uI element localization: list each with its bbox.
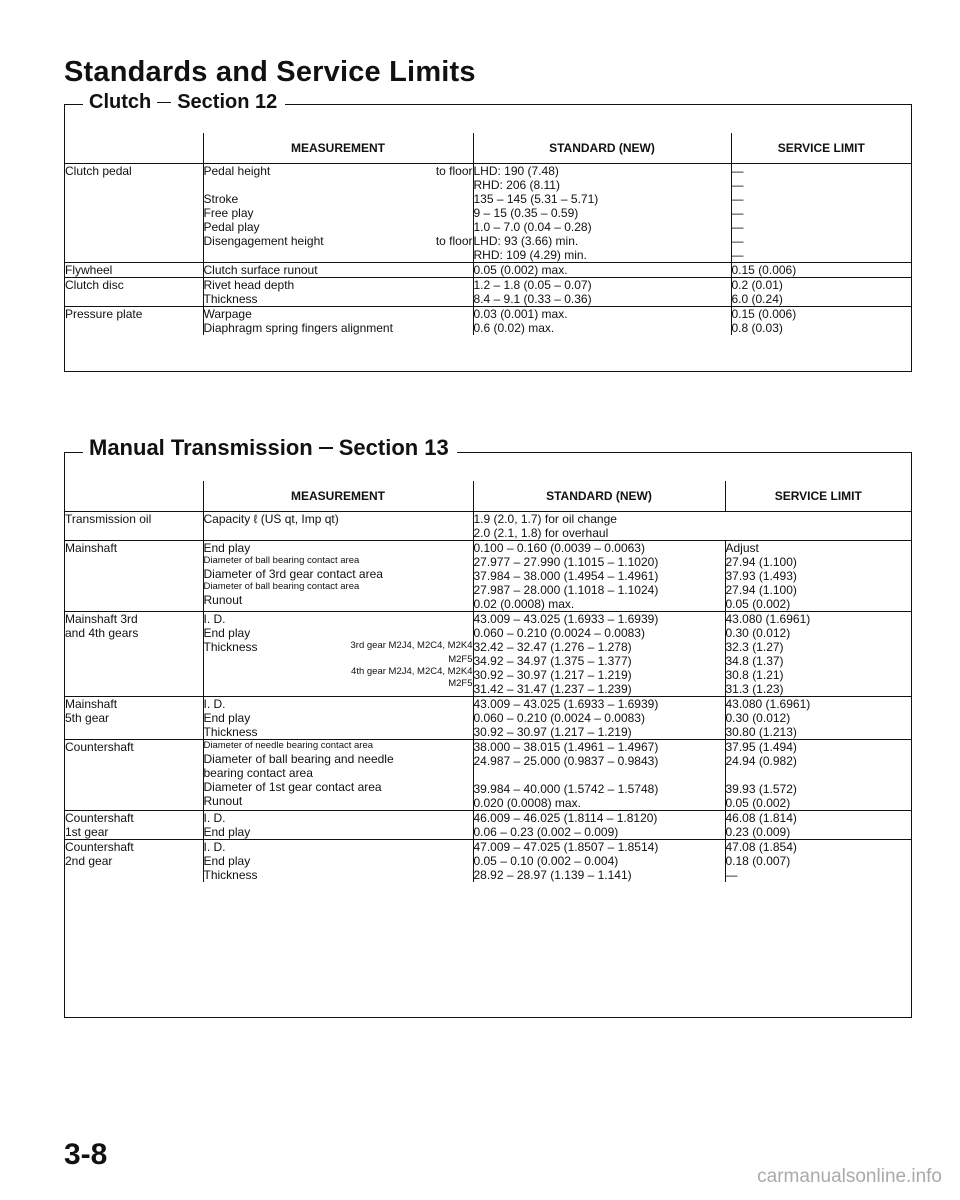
service-limit-value: 0.05 (0.002)	[725, 597, 791, 611]
part-name-line: Flywheel	[65, 263, 113, 277]
service-limit-cell	[725, 541, 911, 612]
standard-value: 0.060 – 0.210 (0.0024 – 0.0083)	[473, 626, 645, 640]
standard-value: 0.05 (0.002) max.	[473, 263, 568, 277]
part-name-line: Mainshaft 3rd	[65, 612, 138, 626]
standard-value: 46.009 – 46.025 (1.8114 – 1.8120)	[473, 811, 658, 825]
measurement-cell	[203, 307, 473, 336]
service-limit-value: 0.15 (0.006)	[731, 307, 797, 321]
header-blank	[65, 481, 203, 512]
standard-value: 27.977 – 27.990 (1.1015 – 1.1020)	[473, 555, 659, 569]
standard-value: 43.009 – 43.025 (1.6933 – 1.6939)	[473, 612, 659, 626]
service-limit-value: 46.08 (1.814)	[725, 811, 797, 825]
page-title: Standards and Service Limits	[64, 56, 476, 88]
service-limit-value: 0.05 (0.002)	[725, 796, 791, 810]
table-row	[65, 278, 911, 307]
measurement-line: Thickness	[203, 868, 258, 882]
measurement-cell	[203, 612, 473, 697]
standard-value: 28.92 – 28.97 (1.139 – 1.141)	[473, 868, 632, 882]
service-limit-value: 37.93 (1.493)	[725, 569, 797, 583]
measurement-cell	[203, 811, 473, 840]
part-name-line: 5th gear	[65, 711, 110, 725]
measurement-line: End play	[203, 825, 251, 839]
standard-value: 0.05 – 0.10 (0.002 – 0.004)	[473, 854, 619, 868]
table-row	[65, 541, 911, 612]
standard-cell	[473, 840, 725, 883]
measurement-cell	[203, 740, 473, 811]
heading-dash	[157, 102, 171, 104]
standard-value: RHD: 109 (4.29) min.	[473, 248, 587, 262]
service-limit-value: 43.080 (1.6961)	[725, 612, 811, 626]
part-name	[65, 612, 203, 697]
measurement-cell	[203, 697, 473, 740]
manual-section-name: Manual Transmission	[89, 435, 313, 460]
manual-section-heading	[83, 435, 457, 461]
standard-value: 0.020 (0.0008) max.	[473, 796, 581, 810]
standard-value: 9 – 15 (0.35 – 0.59)	[473, 206, 579, 220]
measurement-line: Diameter of ball bearing and needle	[203, 752, 394, 766]
measurement-line: Diameter of ball bearing contact area	[203, 555, 360, 566]
service-limit-value: 0.30 (0.012)	[725, 626, 791, 640]
standard-value: 43.009 – 43.025 (1.6933 – 1.6939)	[473, 697, 659, 711]
standard-cell	[473, 263, 731, 278]
standard-cell	[473, 164, 731, 263]
clutch-section-heading	[83, 91, 285, 114]
standard-value: LHD: 93 (3.66) min.	[473, 234, 579, 248]
measurement-line: Clutch surface runout	[203, 263, 318, 277]
measurement-line: Rivet head depth	[203, 278, 295, 292]
standard-value: 47.009 – 47.025 (1.8507 – 1.8514)	[473, 840, 659, 854]
part-name	[65, 263, 203, 278]
service-limit-cell	[725, 612, 911, 697]
standard-cell	[473, 740, 725, 811]
service-limit-value: 32.3 (1.27)	[725, 640, 784, 654]
service-limit-value: —	[731, 206, 744, 220]
measurement-line: bearing contact area	[203, 766, 313, 780]
service-limit-value: 0.30 (0.012)	[725, 711, 791, 725]
service-limit-value: 24.94 (0.982)	[725, 754, 797, 768]
manual-spec-table	[65, 481, 911, 882]
column-header: MEASUREMENT	[203, 481, 473, 512]
service-limit-value: —	[731, 164, 744, 178]
standard-value: LHD: 190 (7.48)	[473, 164, 559, 178]
standard-value: 1.2 – 1.8 (0.05 – 0.07)	[473, 278, 592, 292]
measurement-cell	[203, 164, 473, 263]
measurement-label: Thickness	[203, 640, 258, 654]
standard-value: 135 – 145 (5.31 – 5.71)	[473, 192, 599, 206]
part-name-line: Countershaft	[65, 811, 134, 825]
measurement-line: Stroke	[203, 192, 239, 206]
part-name	[65, 541, 203, 612]
service-limit-value: 30.8 (1.21)	[725, 668, 784, 682]
part-name-line: Mainshaft	[65, 697, 118, 711]
service-limit-value: 0.2 (0.01)	[731, 278, 783, 292]
measurement-line: Diameter of 1st gear contact area	[203, 780, 382, 794]
standard-value: 1.0 – 7.0 (0.04 – 0.28)	[473, 220, 592, 234]
standard-cell	[473, 512, 911, 541]
measurement-cell	[203, 840, 473, 883]
part-name	[65, 697, 203, 740]
table-row	[65, 840, 911, 883]
service-limit-value: 27.94 (1.100)	[725, 555, 797, 569]
service-limit-cell	[725, 697, 911, 740]
standard-value: 34.92 – 34.97 (1.375 – 1.377)	[473, 654, 632, 668]
service-limit-value: 37.95 (1.494)	[725, 740, 797, 754]
service-limit-value: 0.15 (0.006)	[731, 263, 797, 277]
header-blank	[65, 133, 203, 164]
measurement-line: End play	[203, 711, 251, 725]
service-limit-value: —	[725, 868, 738, 882]
service-limit-cell	[725, 740, 911, 811]
standard-value: 2.0 (2.1, 1.8) for overhaul	[473, 526, 609, 540]
part-name-line: Clutch disc	[65, 278, 124, 292]
part-name-line: Mainshaft	[65, 541, 118, 555]
column-header: SERVICE LIMIT	[725, 481, 911, 512]
standard-value: 0.03 (0.001) max.	[473, 307, 568, 321]
part-name	[65, 840, 203, 883]
measurement-line	[204, 164, 473, 178]
service-limit-cell	[731, 263, 911, 278]
service-limit-value: —	[731, 248, 744, 262]
measurement-line: Warpage	[203, 307, 252, 321]
part-name-line: Transmission oil	[65, 512, 152, 526]
measurement-line	[204, 234, 473, 248]
measurement-line: Thickness	[203, 292, 258, 306]
standard-value: RHD: 206 (8.11)	[473, 178, 560, 192]
measurement-label: Pedal height	[203, 164, 271, 178]
measurement-line: End play	[203, 854, 251, 868]
measurement-variant: 3rd gear M2J4, M2C4, M2K4	[350, 640, 473, 651]
measurement-line: I. D.	[203, 811, 226, 825]
standard-value: 0.06 – 0.23 (0.002 – 0.009)	[473, 825, 619, 839]
measurement-line: 4th gear M2J4, M2C4, M2K4	[351, 666, 473, 677]
standard-value: 38.000 – 38.015 (1.4961 – 1.4967)	[473, 740, 659, 754]
measurement-cell	[203, 541, 473, 612]
watermark: carmanualsonline.info	[757, 1166, 942, 1187]
service-limit-value: Adjust	[725, 541, 759, 555]
measurement-line: Capacity ℓ (US qt, Imp qt)	[203, 512, 339, 526]
measurement-line: End play	[203, 626, 251, 640]
service-limit-value: 0.23 (0.009)	[725, 825, 791, 839]
standard-cell	[473, 541, 725, 612]
measurement-line: Diaphragm spring fingers alignment	[203, 321, 393, 335]
measurement-cell	[203, 512, 473, 541]
standard-value: 27.987 – 28.000 (1.1018 – 1.1024)	[473, 583, 659, 597]
part-name	[65, 811, 203, 840]
measurement-line: Diameter of ball bearing contact area	[203, 581, 360, 592]
standard-value: 30.92 – 30.97 (1.217 – 1.219)	[473, 725, 632, 739]
clutch-spec-table	[65, 133, 911, 335]
standard-value: 0.6 (0.02) max.	[473, 321, 555, 335]
standard-value: 0.02 (0.0008) max.	[473, 597, 575, 611]
standard-cell	[473, 307, 731, 336]
manual-section-number: Section 13	[338, 435, 449, 460]
table-row	[65, 263, 911, 278]
part-name-line: Countershaft	[65, 840, 134, 854]
part-name-line: and 4th gears	[65, 626, 139, 640]
measurement-line: I. D.	[203, 697, 226, 711]
standard-value: 31.42 – 31.47 (1.237 – 1.239)	[473, 682, 632, 696]
measurement-line: Diameter of 3rd gear contact area	[203, 567, 383, 581]
service-limit-value: 30.80 (1.213)	[725, 725, 797, 739]
standard-value: 0.100 – 0.160 (0.0039 – 0.0063)	[473, 541, 645, 555]
service-limit-value: 0.8 (0.03)	[731, 321, 783, 335]
measurement-line: Diameter of needle bearing contact area	[203, 740, 374, 751]
table-row	[65, 307, 911, 336]
table-row	[65, 164, 911, 263]
part-name-line: Clutch pedal	[65, 164, 132, 178]
service-limit-value: 0.18 (0.007)	[725, 854, 791, 868]
part-name	[65, 740, 203, 811]
measurement-label: Disengagement height	[203, 234, 324, 248]
measurement-reference: to floor	[435, 164, 473, 178]
standard-cell	[473, 278, 731, 307]
measurement-line: Free play	[203, 206, 254, 220]
table-row	[65, 512, 911, 541]
clutch-section-name: Clutch	[89, 91, 152, 113]
measurement-line: I. D.	[203, 612, 226, 626]
column-header: STANDARD (NEW)	[473, 481, 725, 512]
standard-value: 24.987 – 25.000 (0.9837 – 0.9843)	[473, 754, 659, 768]
standard-value	[474, 768, 725, 782]
service-limit-value: 27.94 (1.100)	[725, 583, 797, 597]
measurement-cell	[203, 263, 473, 278]
service-limit-value: 31.3 (1.23)	[725, 682, 784, 696]
service-limit-cell	[731, 307, 911, 336]
table-row	[65, 740, 911, 811]
measurement-line	[204, 178, 473, 192]
standard-value: 8.4 – 9.1 (0.33 – 0.36)	[473, 292, 592, 306]
standard-cell	[473, 612, 725, 697]
service-limit-cell	[725, 840, 911, 883]
standard-value: 32.42 – 32.47 (1.276 – 1.278)	[473, 640, 632, 654]
table-row	[65, 697, 911, 740]
part-name-line: 2nd gear	[65, 854, 113, 868]
service-limit-value: 6.0 (0.24)	[731, 292, 783, 306]
standard-value: 37.984 – 38.000 (1.4954 – 1.4961)	[473, 569, 659, 583]
service-limit-value: —	[731, 178, 744, 192]
measurement-line: Thickness	[203, 725, 258, 739]
service-limit-value	[726, 768, 912, 782]
heading-dash	[319, 447, 333, 449]
service-limit-value: 34.8 (1.37)	[725, 654, 784, 668]
service-limit-value: —	[731, 192, 744, 206]
page-number: 3-8	[64, 1138, 108, 1171]
part-name-line: 1st gear	[65, 825, 109, 839]
clutch-section	[64, 91, 912, 372]
standard-value: 39.984 – 40.000 (1.5742 – 1.5748)	[473, 782, 659, 796]
part-name	[65, 307, 203, 336]
measurement-line: Pedal play	[203, 220, 260, 234]
part-name-line: Countershaft	[65, 740, 134, 754]
table-row	[65, 811, 911, 840]
service-limit-cell	[731, 164, 911, 263]
header-row	[65, 481, 911, 512]
service-limit-value: 43.080 (1.6961)	[725, 697, 811, 711]
column-header: SERVICE LIMIT	[731, 133, 911, 164]
measurement-line	[204, 640, 473, 654]
standard-value: 30.92 – 30.97 (1.217 – 1.219)	[473, 668, 632, 682]
standard-cell	[473, 811, 725, 840]
standard-value: 1.9 (2.0, 1.7) for oil change	[473, 512, 617, 526]
part-name	[65, 512, 203, 541]
measurement-cell	[203, 278, 473, 307]
measurement-line: M2F5	[448, 678, 473, 689]
service-limit-value: —	[731, 220, 744, 234]
service-limit-cell	[725, 811, 911, 840]
part-name	[65, 164, 203, 263]
measurement-line: I. D.	[203, 840, 226, 854]
service-limit-value: 39.93 (1.572)	[725, 782, 797, 796]
standard-cell	[473, 697, 725, 740]
clutch-section-number: Section 12	[177, 91, 278, 113]
measurement-reference: to floor	[435, 234, 473, 248]
header-row	[65, 133, 911, 164]
column-header: MEASUREMENT	[203, 133, 473, 164]
service-limit-value: —	[731, 234, 744, 248]
column-header: STANDARD (NEW)	[473, 133, 731, 164]
measurement-line: M2F5	[448, 654, 473, 665]
manual-transmission-section	[64, 435, 912, 1018]
service-limit-value: 47.08 (1.854)	[725, 840, 797, 854]
standard-value: 0.060 – 0.210 (0.0024 – 0.0083)	[473, 711, 645, 725]
measurement-line: Runout	[203, 794, 243, 808]
part-name	[65, 278, 203, 307]
measurement-line: End play	[203, 541, 251, 555]
part-name-line: Pressure plate	[65, 307, 143, 321]
table-row	[65, 612, 911, 697]
service-limit-cell	[731, 278, 911, 307]
measurement-line: Runout	[203, 593, 243, 607]
